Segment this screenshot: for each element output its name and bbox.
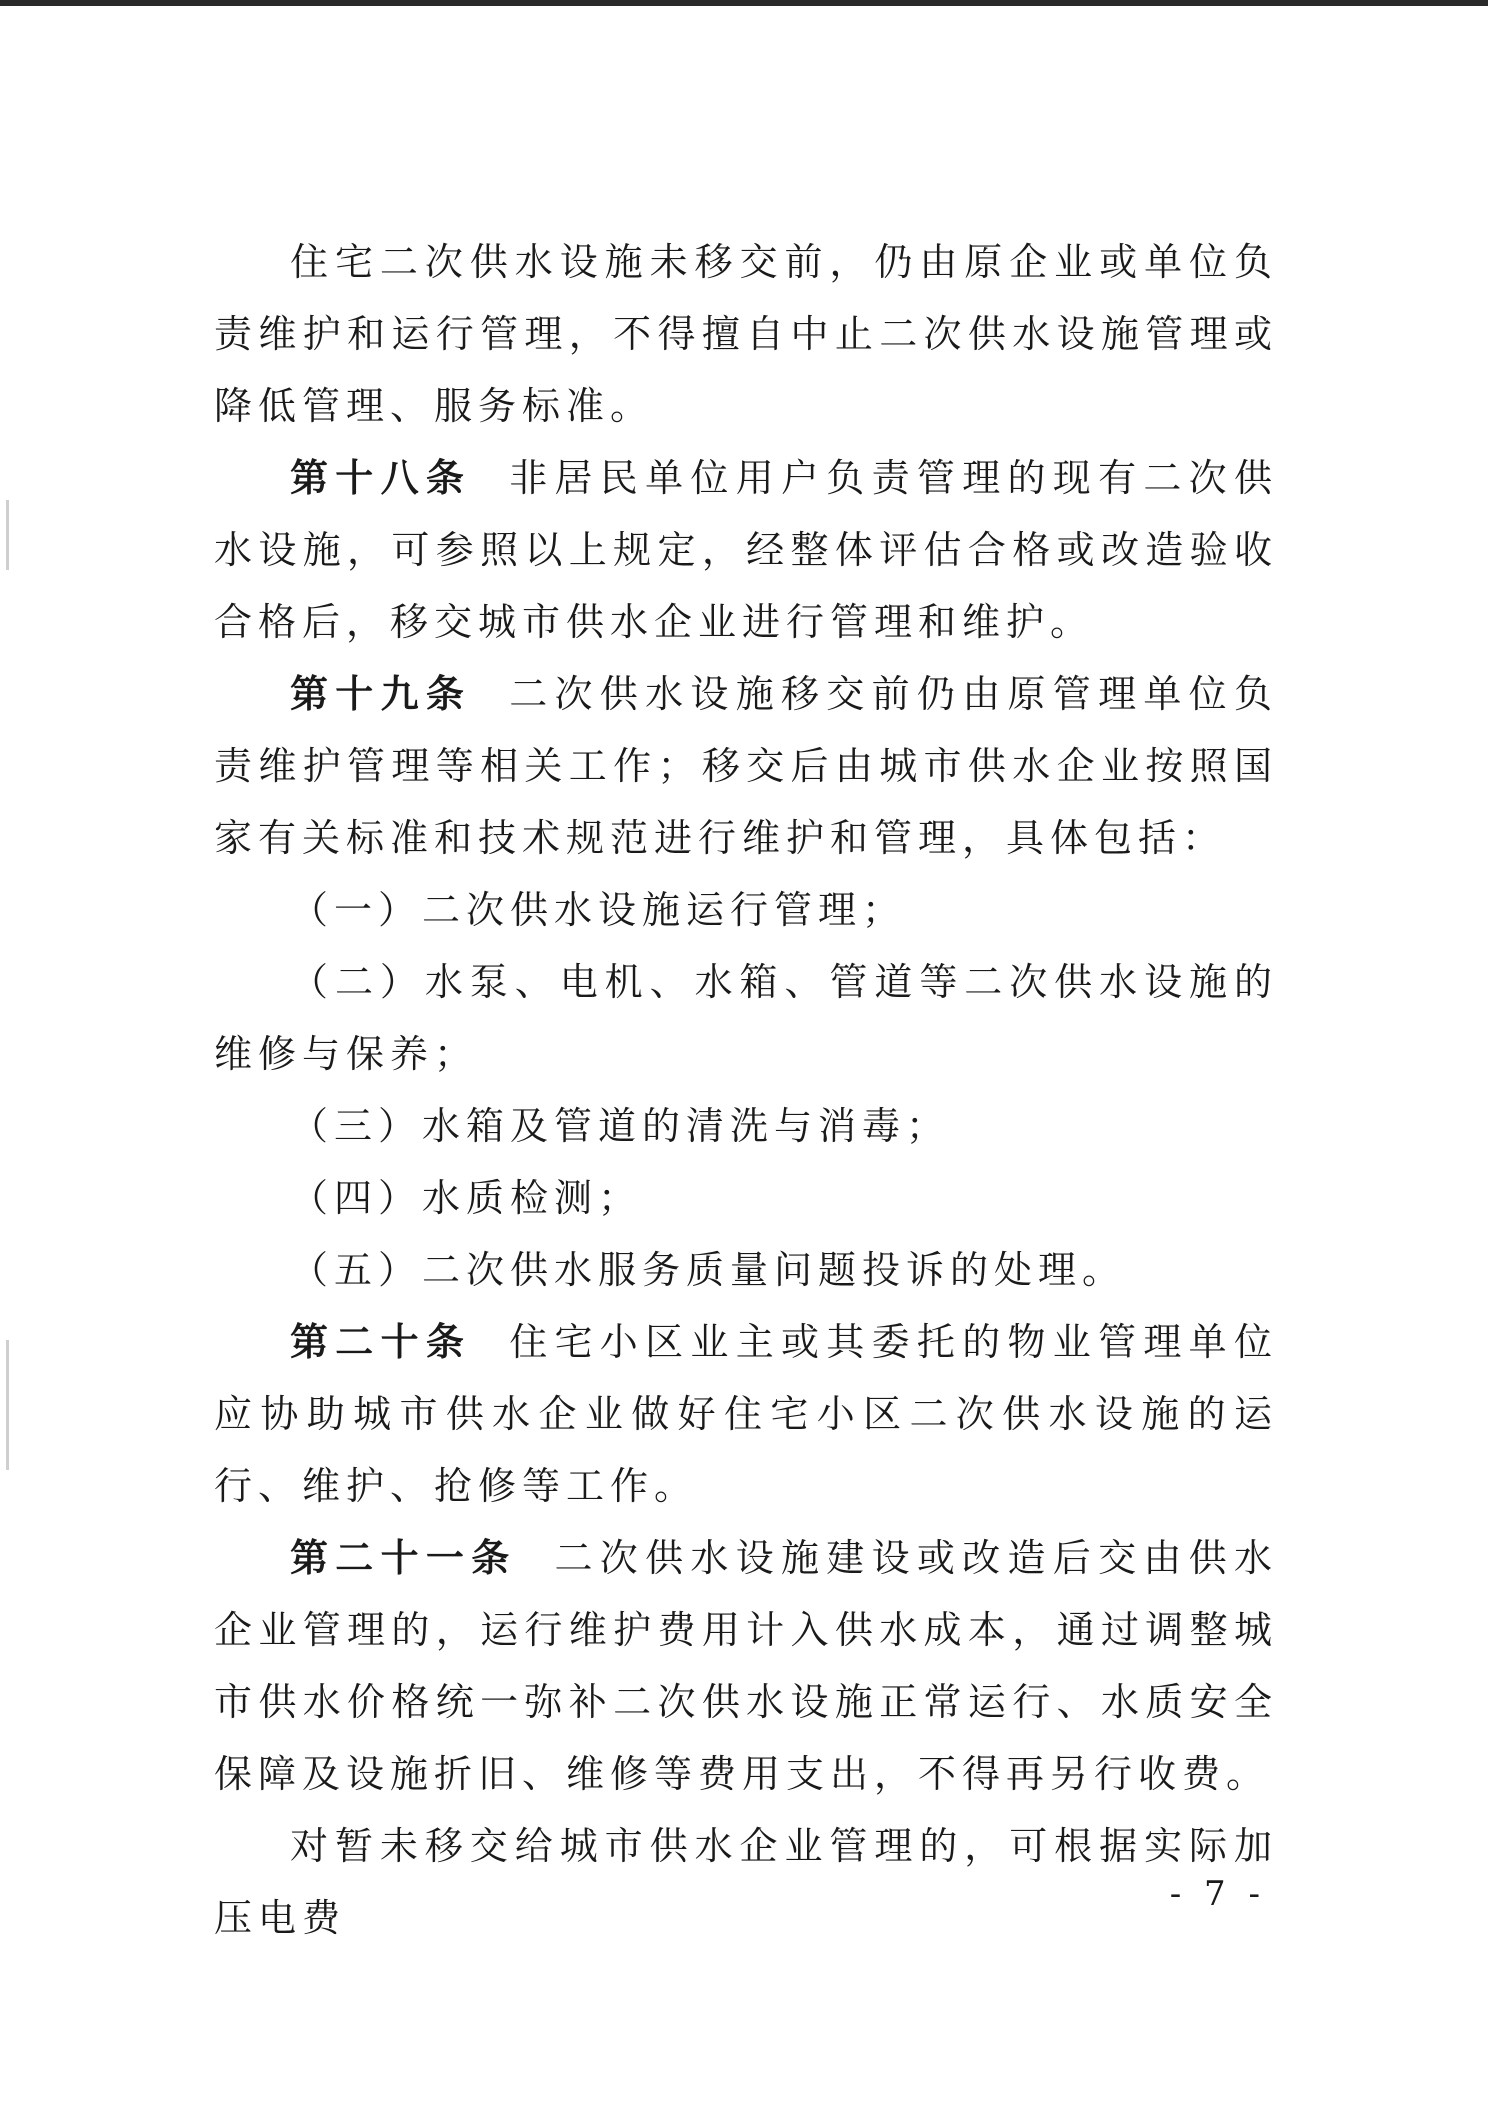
paragraph bbox=[214, 226, 1278, 442]
page-number: - 7 - bbox=[1169, 1874, 1266, 1914]
scan-margin-mark bbox=[6, 1340, 9, 1470]
article-number: 第二十一条 bbox=[290, 1535, 517, 1580]
document-body bbox=[214, 226, 1278, 1954]
paragraph-text: 住宅二次供水设施未移交前，仍由原企业或单位负责维护和运行管理，不得擅自中止二次供水设施管理或降低管理、服务标准。 bbox=[214, 240, 1278, 428]
article-text: 非居民单位用户负责管理的现有二次供水设施，可参照以上规定，经整体评估合格或改造验收合格后，移交城市供水企业进行管理和维护。 bbox=[214, 456, 1278, 644]
article-paragraph bbox=[214, 658, 1278, 874]
list-item-text: （三）水箱及管道的清洗与消毒； bbox=[290, 1104, 951, 1148]
article-number: 第十九条 bbox=[290, 671, 472, 716]
paragraph-text: 对暂未移交给城市供水企业管理的，可根据实际加压电费 bbox=[214, 1824, 1278, 1940]
list-item-text: （二）水泵、电机、水箱、管道等二次供水设施的维修与保养； bbox=[214, 960, 1278, 1076]
article-paragraph bbox=[214, 442, 1278, 658]
list-item-text: （五）二次供水服务质量问题投诉的处理。 bbox=[290, 1248, 1127, 1292]
list-item-text: （四）水质检测； bbox=[290, 1176, 643, 1220]
article-number: 第二十条 bbox=[290, 1319, 472, 1364]
article-number: 第十八条 bbox=[290, 455, 472, 500]
article-text: 二次供水设施移交前仍由原管理单位负责维护管理等相关工作；移交后由城市供水企业按照国家有关标准和技术规范进行维护和管理，具体包括： bbox=[214, 672, 1278, 860]
article-text: 二次供水设施建设或改造后交由供水企业管理的，运行维护费用计入供水成本，通过调整城市供水价格统一弥补二次供水设施正常运行、水质安全保障及设施折旧、维修等费用支出，不得再另行收费。 bbox=[214, 1536, 1278, 1796]
list-item-text: （一）二次供水设施运行管理； bbox=[290, 888, 907, 932]
list-item bbox=[214, 1234, 1278, 1306]
paragraph bbox=[214, 1810, 1278, 1954]
article-paragraph bbox=[214, 1306, 1278, 1522]
list-item bbox=[214, 1090, 1278, 1162]
list-item bbox=[214, 874, 1278, 946]
scan-margin-mark bbox=[6, 500, 9, 570]
scan-top-edge bbox=[0, 0, 1488, 6]
list-item bbox=[214, 946, 1278, 1090]
list-item bbox=[214, 1162, 1278, 1234]
article-paragraph bbox=[214, 1522, 1278, 1810]
article-text: 住宅小区业主或其委托的物业管理单位应协助城市供水企业做好住宅小区二次供水设施的运行、维护、抢修等工作。 bbox=[214, 1320, 1278, 1508]
